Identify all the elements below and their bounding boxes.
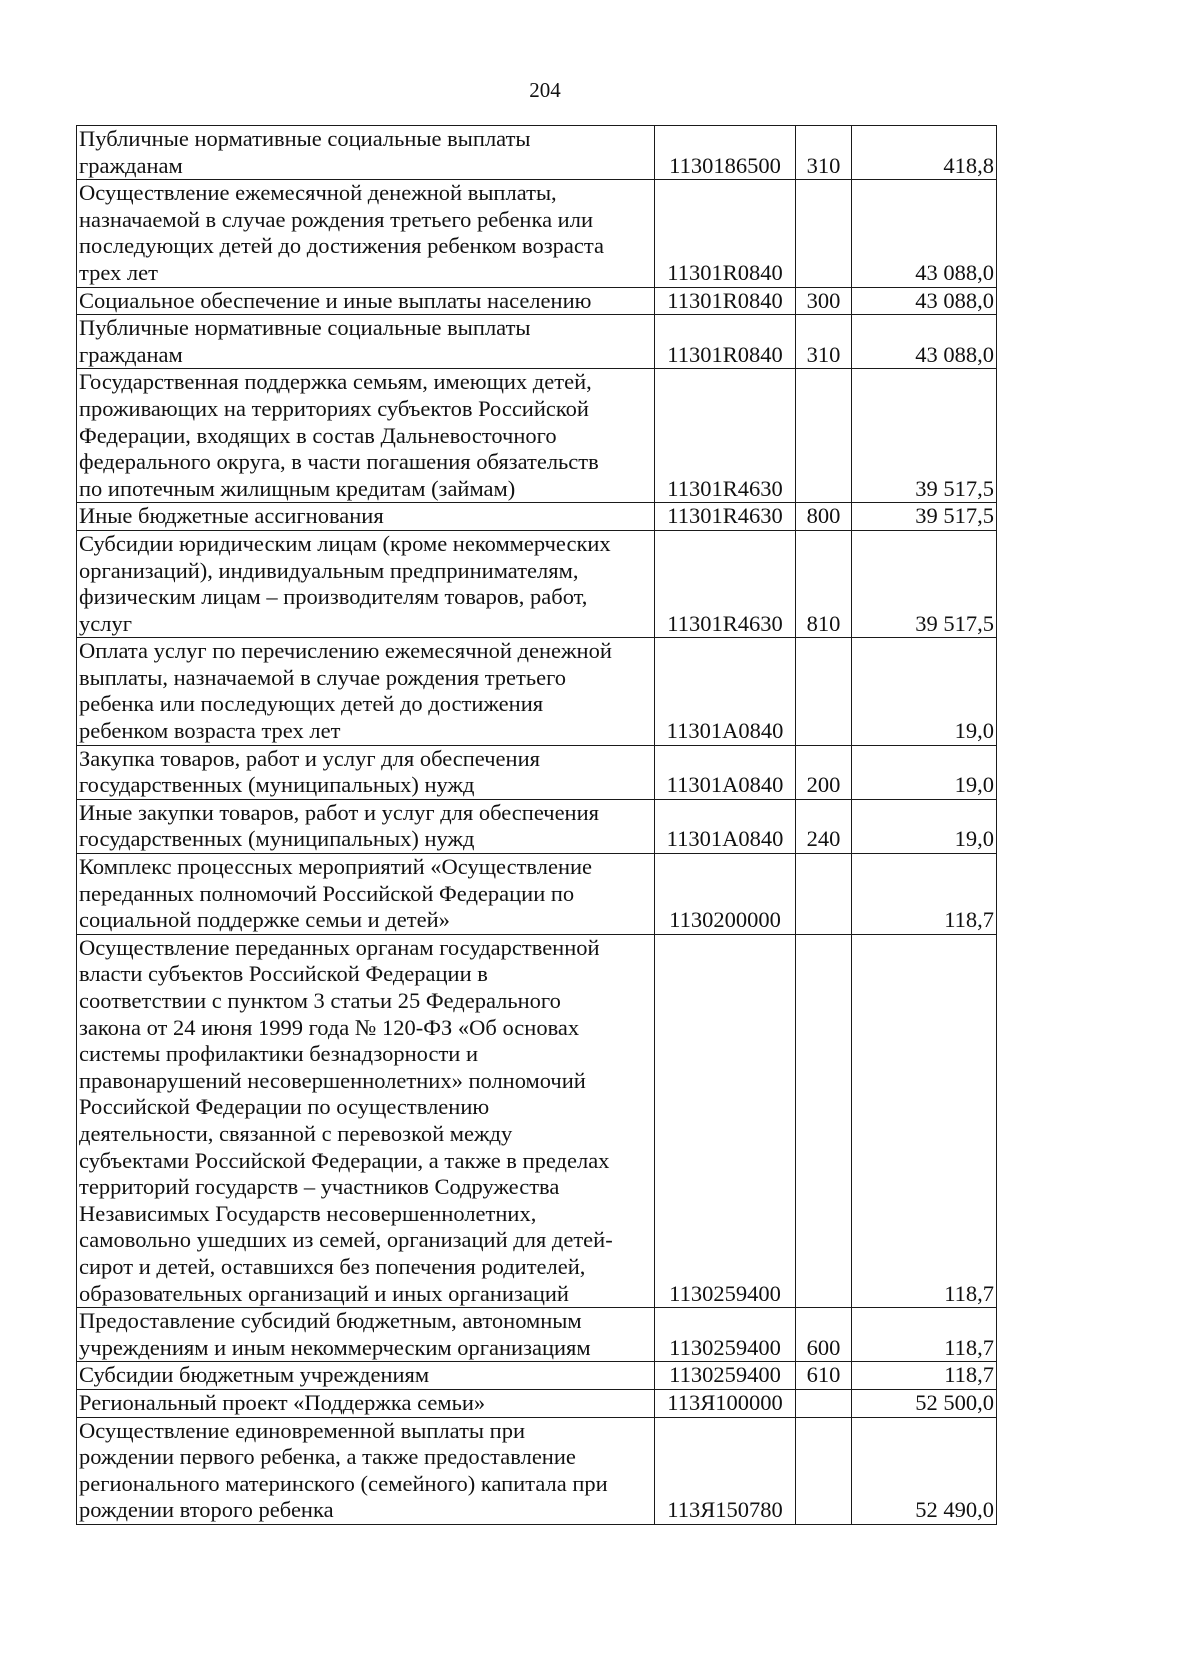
expense-name-line: последующих детей до достижения ребенком возраста xyxy=(79,233,604,259)
expense-name-cell xyxy=(77,638,655,745)
amount-cell: 19,0 xyxy=(852,799,997,853)
expense-type-cell xyxy=(796,1389,852,1417)
amount-cell: 39 517,5 xyxy=(852,530,997,637)
expense-name-line: Закупка товаров, работ и услуг для обеспечения xyxy=(79,745,540,771)
amount-cell: 118,7 xyxy=(852,854,997,935)
expense-name-line: услуг xyxy=(79,610,132,636)
expense-name-cell xyxy=(77,745,655,799)
expense-name-cell xyxy=(77,180,655,287)
expense-name-line: регионального материнского (семейного) капитала при xyxy=(79,1470,608,1496)
expense-name-cell xyxy=(77,1389,655,1417)
expense-name-line: соответствии с пунктом 3 статьи 25 Федерального xyxy=(79,988,561,1013)
expense-name-line: социальной поддержке семьи и детей» xyxy=(79,907,450,933)
amount-cell: 118,7 xyxy=(852,1308,997,1362)
amount-cell: 19,0 xyxy=(852,638,997,745)
target-article-code-cell: 1130200000 xyxy=(655,854,796,935)
target-article-code-cell: 11301A0840 xyxy=(655,799,796,853)
table-row xyxy=(77,1308,997,1362)
table-row xyxy=(77,745,997,799)
expense-name-cell xyxy=(77,315,655,369)
expense-name-line: выплаты, назначаемой в случае рождения третьего xyxy=(79,664,567,690)
expense-type-cell xyxy=(796,180,852,287)
expense-type-cell: 310 xyxy=(796,126,852,180)
target-article-code-cell: 11301A0840 xyxy=(655,638,796,745)
expense-name-line: организаций), индивидуальным предпринимателям, xyxy=(79,557,579,583)
expense-name-line: правонарушений несовершеннолетних» полномочий xyxy=(79,1067,586,1093)
table-row xyxy=(77,530,997,637)
expense-name-line: деятельности, связанной с перевозкой между xyxy=(79,1120,513,1146)
amount-cell: 118,7 xyxy=(852,1362,997,1390)
expense-name-line: гражданам xyxy=(79,341,183,367)
expense-name-line: закона от 24 июня 1999 года № 120-ФЗ «Об основах xyxy=(79,1014,580,1040)
expense-name-line: рождении первого ребенка, а также предоставление xyxy=(79,1444,576,1470)
expense-type-cell xyxy=(796,854,852,935)
table-row xyxy=(77,126,997,180)
expense-name-line: проживающих на территориях субъектов Российской xyxy=(79,395,589,421)
expense-name-cell xyxy=(77,1362,655,1390)
expense-type-cell: 600 xyxy=(796,1308,852,1362)
target-article-code-cell: 11301R4630 xyxy=(655,369,796,503)
target-article-code-cell: 113Я100000 xyxy=(655,1389,796,1417)
expense-name-line: Социальное обеспечение и иные выплаты населению xyxy=(79,287,592,313)
expense-type-cell xyxy=(796,934,852,1307)
expense-name-line: переданных полномочий Российской Федерации по xyxy=(79,880,575,906)
expense-name-line: Публичные нормативные социальные выплаты xyxy=(79,315,531,341)
expense-name-cell xyxy=(77,1308,655,1362)
expense-type-cell: 810 xyxy=(796,530,852,637)
expense-name-line: Иные закупки товаров, работ и услуг для обеспечения xyxy=(79,799,599,825)
expense-name-line: назначаемой в случае рождения третьего ребенка или xyxy=(79,206,593,232)
expense-name-line: Оплата услуг по перечислению ежемесячной денежной xyxy=(79,638,612,664)
table-row xyxy=(77,503,997,531)
expense-name-line: федерального округа, в части погашения обязательств xyxy=(79,449,599,475)
expense-name-line: Независимых Государств несовершеннолетних, xyxy=(79,1200,537,1226)
target-article-code-cell: 11301A0840 xyxy=(655,745,796,799)
expense-name-line: Публичные нормативные социальные выплаты xyxy=(79,126,531,151)
expense-name-line: Иные бюджетные ассигнования xyxy=(79,503,384,529)
target-article-code-cell: 11301R4630 xyxy=(655,530,796,637)
expense-name-cell xyxy=(77,126,655,180)
expense-type-cell: 200 xyxy=(796,745,852,799)
expense-type-cell: 240 xyxy=(796,799,852,853)
expense-name-line: Региональный проект «Поддержка семьи» xyxy=(79,1389,486,1415)
expense-name-line: Субсидии юридическим лицам (кроме некоммерческих xyxy=(79,530,611,556)
amount-cell: 52 500,0 xyxy=(852,1389,997,1417)
expense-type-cell xyxy=(796,369,852,503)
expense-type-cell: 610 xyxy=(796,1362,852,1390)
table-row xyxy=(77,854,997,935)
table-row xyxy=(77,287,997,315)
expense-name-line: Государственная поддержка семьям, имеющих детей, xyxy=(79,369,592,395)
expense-name-cell xyxy=(77,287,655,315)
expense-name-cell xyxy=(77,369,655,503)
expense-name-line: гражданам xyxy=(79,152,183,178)
expense-name-line: по ипотечным жилищным кредитам (займам) xyxy=(79,475,516,501)
expense-name-cell xyxy=(77,530,655,637)
expense-name-line: Федерации, входящих в состав Дальневосточного xyxy=(79,422,557,448)
expense-name-line: государственных (муниципальных) нужд xyxy=(79,772,475,798)
amount-cell: 418,8 xyxy=(852,126,997,180)
target-article-code-cell: 11301R4630 xyxy=(655,503,796,531)
table-row xyxy=(77,369,997,503)
expense-name-line: Предоставление субсидий бюджетным, автономным xyxy=(79,1308,582,1334)
table-row xyxy=(77,315,997,369)
expense-name-line: государственных (муниципальных) нужд xyxy=(79,826,475,852)
expense-name-line: трех лет xyxy=(79,259,158,285)
expense-name-line: образовательных организаций и иных организаций xyxy=(79,1280,569,1306)
amount-cell: 118,7 xyxy=(852,934,997,1307)
amount-cell: 39 517,5 xyxy=(852,503,997,531)
expense-type-cell: 800 xyxy=(796,503,852,531)
table-row xyxy=(77,638,997,745)
expense-name-line: учреждениям и иным некоммерческим организациям xyxy=(79,1334,591,1360)
expense-name-cell xyxy=(77,934,655,1307)
amount-cell: 43 088,0 xyxy=(852,287,997,315)
expense-name-cell xyxy=(77,854,655,935)
amount-cell: 43 088,0 xyxy=(852,180,997,287)
target-article-code-cell: 1130259400 xyxy=(655,1308,796,1362)
expense-name-line: физическим лицам – производителям товаров, работ, xyxy=(79,584,588,610)
amount-cell: 39 517,5 xyxy=(852,369,997,503)
expense-name-line: Осуществление ежемесячной денежной выплаты, xyxy=(79,180,557,206)
target-article-code-cell: 1130259400 xyxy=(655,1362,796,1390)
expense-name-line: самовольно ушедших из семей, организаций для детей- xyxy=(79,1227,613,1253)
table-row xyxy=(77,934,997,1307)
expense-name-line: Комплекс процессных мероприятий «Осуществление xyxy=(79,854,593,880)
expense-name-line: Российской Федерации по осуществлению xyxy=(79,1094,490,1120)
expense-name-line: сирот и детей, оставшихся без попечения родителей, xyxy=(79,1253,586,1279)
table-row xyxy=(77,1417,997,1524)
table-row xyxy=(77,1389,997,1417)
expense-name-cell xyxy=(77,503,655,531)
budget-table-body xyxy=(77,126,997,1525)
expense-name-line: системы профилактики безнадзорности и xyxy=(79,1041,478,1067)
target-article-code-cell: 11301R0840 xyxy=(655,287,796,315)
expense-name-line: Осуществление единовременной выплаты при xyxy=(79,1417,525,1443)
expense-name-line: территорий государств – участников Содружества xyxy=(79,1174,560,1200)
expense-name-line: Осуществление переданных органам государственной xyxy=(79,934,600,960)
expense-name-cell xyxy=(77,799,655,853)
budget-table xyxy=(76,125,997,1525)
expense-name-line: субъектами Российской Федерации, а также в пределах xyxy=(79,1147,610,1173)
target-article-code-cell: 1130259400 xyxy=(655,934,796,1307)
expense-name-line: рождении второго ребенка xyxy=(79,1497,334,1523)
expense-name-line: ребенка или последующих детей до достижения xyxy=(79,691,544,717)
target-article-code-cell: 1130186500 xyxy=(655,126,796,180)
target-article-code-cell: 11301R0840 xyxy=(655,180,796,287)
expense-name-cell xyxy=(77,1417,655,1524)
page-number: 204 xyxy=(529,78,561,102)
expense-type-cell xyxy=(796,1417,852,1524)
table-row xyxy=(77,1362,997,1390)
expense-name-line: власти субъектов Российской Федерации в xyxy=(79,961,488,987)
target-article-code-cell: 113Я150780 xyxy=(655,1417,796,1524)
table-row xyxy=(77,180,997,287)
expense-name-line: Субсидии бюджетным учреждениям xyxy=(79,1362,430,1388)
amount-cell: 43 088,0 xyxy=(852,315,997,369)
table-row xyxy=(77,799,997,853)
expense-name-line: ребенком возраста трех лет xyxy=(79,718,341,744)
expense-type-cell: 310 xyxy=(796,315,852,369)
amount-cell: 52 490,0 xyxy=(852,1417,997,1524)
target-article-code-cell: 11301R0840 xyxy=(655,315,796,369)
expense-type-cell xyxy=(796,638,852,745)
amount-cell: 19,0 xyxy=(852,745,997,799)
expense-type-cell: 300 xyxy=(796,287,852,315)
